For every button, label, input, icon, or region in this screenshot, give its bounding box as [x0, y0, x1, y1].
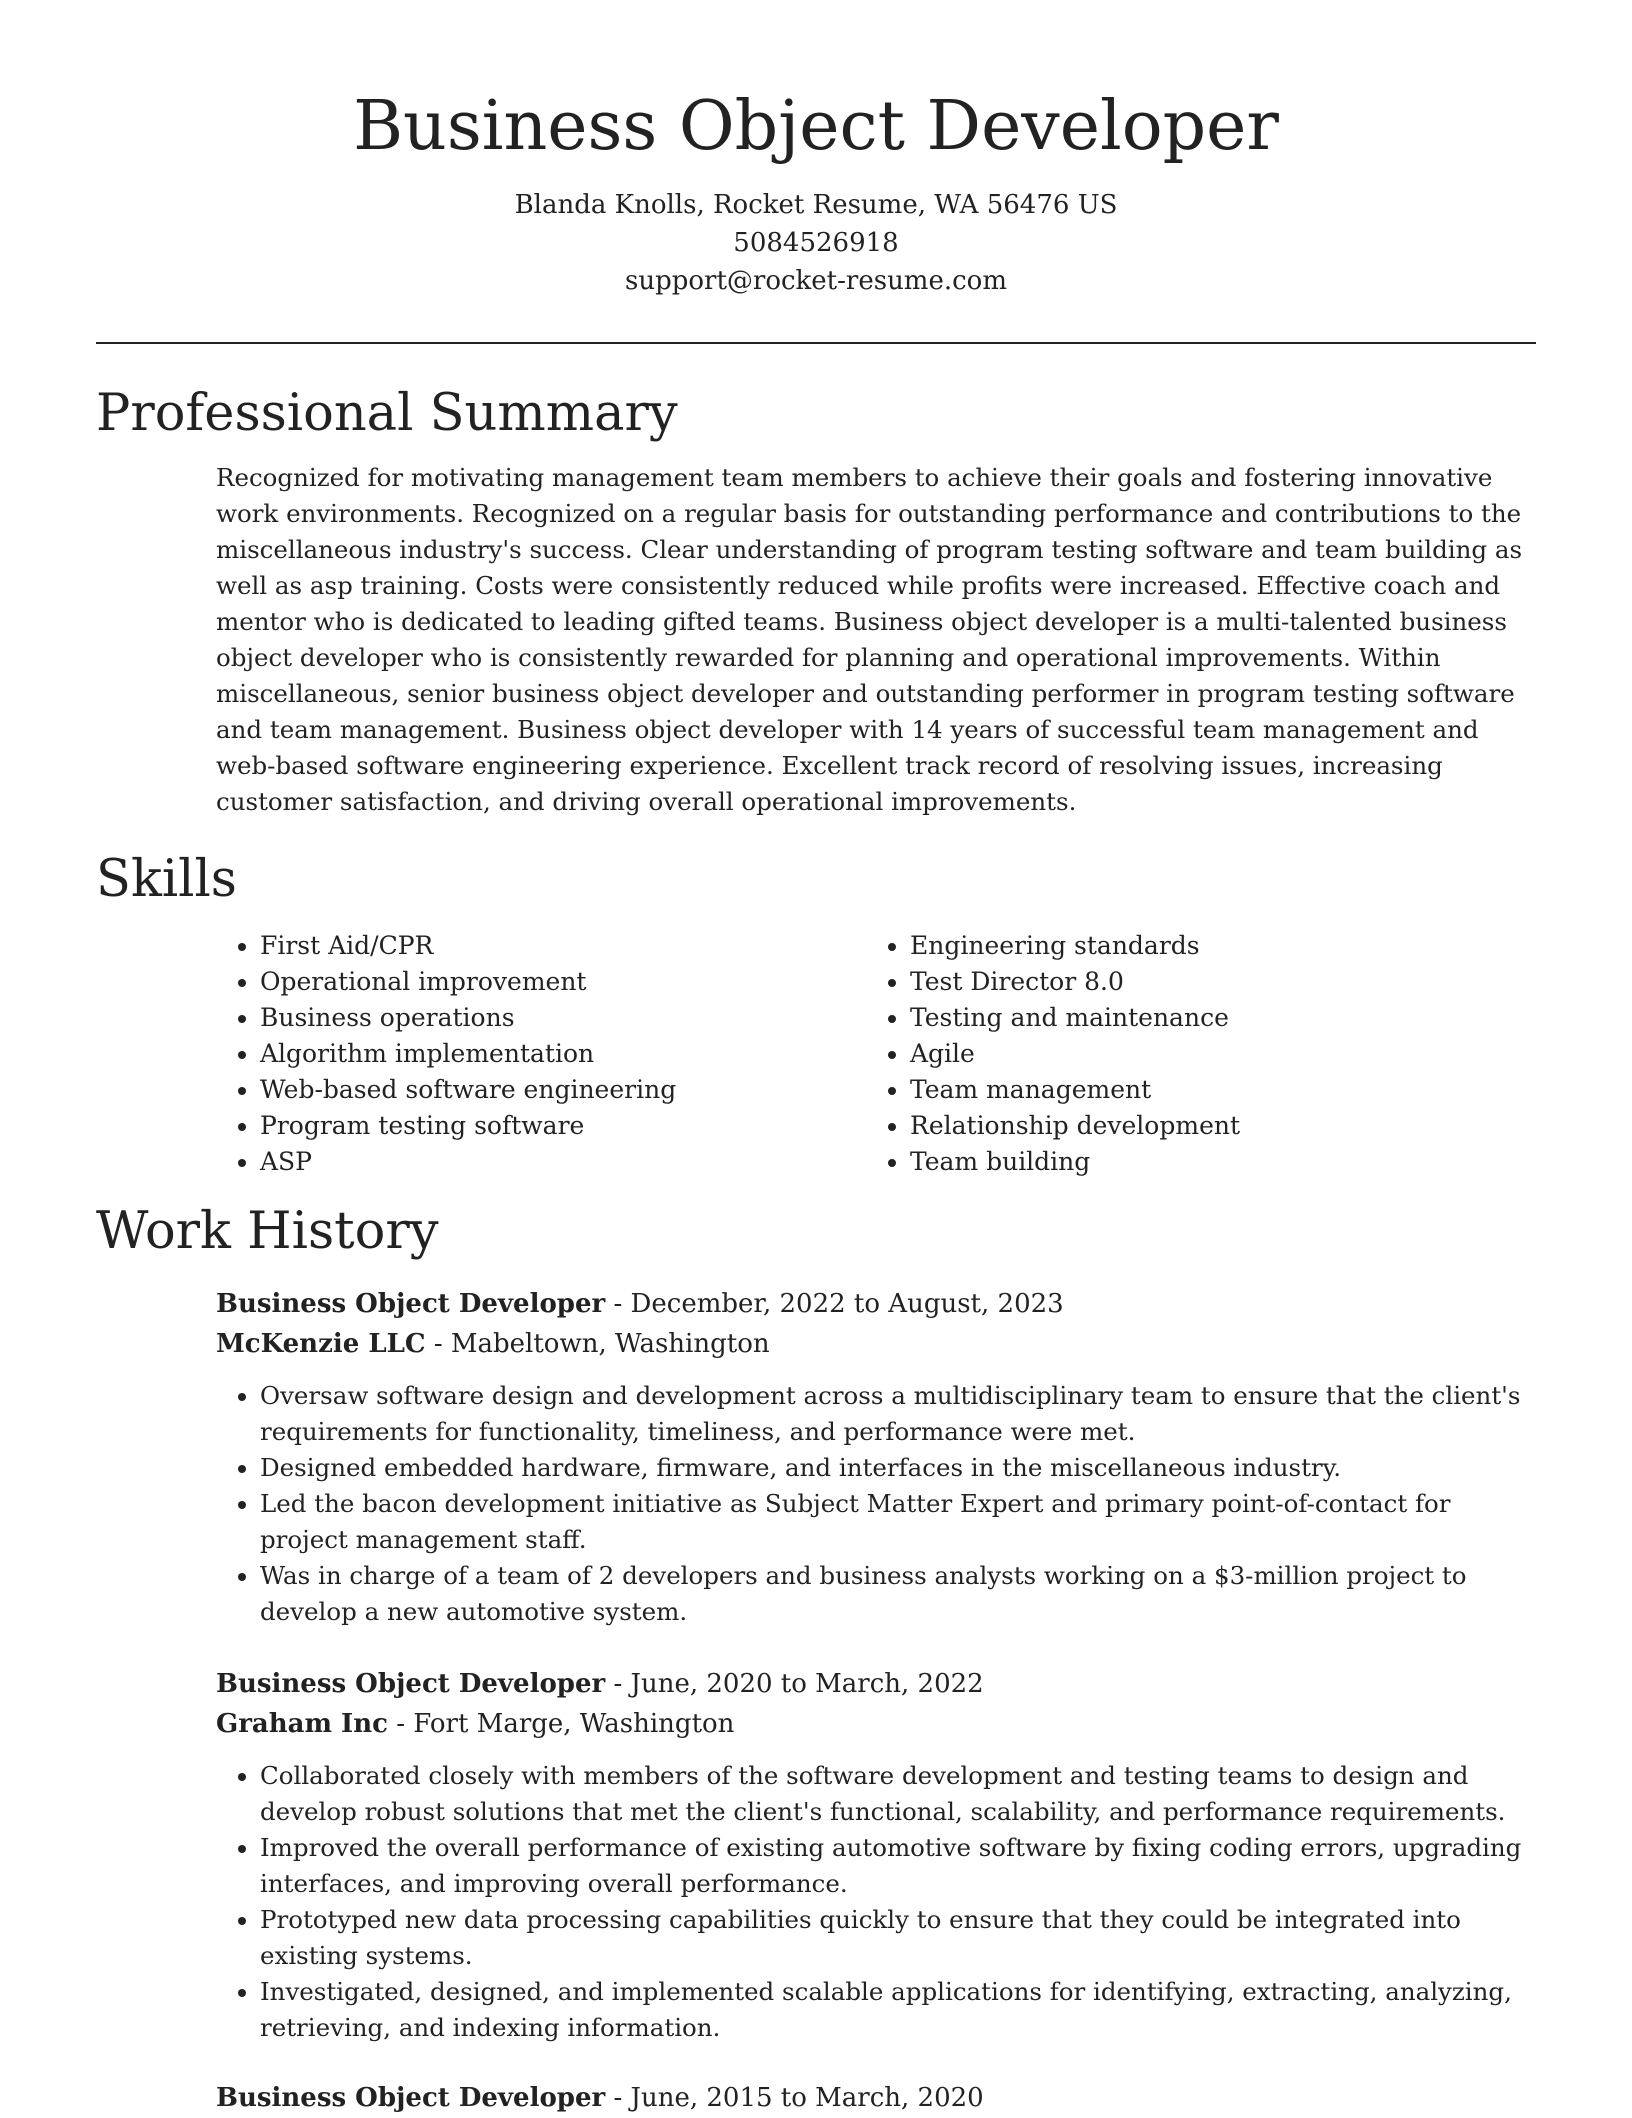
job-dates: - December, 2022 to August, 2023	[605, 1289, 1064, 1319]
job-role: Business Object Developer	[216, 1669, 606, 1699]
skill-item: • Team building	[910, 1144, 1516, 1180]
job-location: - Mabeltown, Washington	[425, 1329, 770, 1359]
section-title-summary: Professional Summary	[96, 384, 678, 443]
job-entry	[216, 1284, 1536, 1630]
job-bullet: • Investigated, designed, and implemented scalable applications for identifying, extracting, analyzing, retrieving, and indexing information.	[260, 1974, 1536, 2046]
skill-item: • Testing and maintenance	[910, 1000, 1516, 1036]
job-role: Business Object Developer	[216, 2083, 606, 2113]
skill-item: • Program testing software	[260, 1108, 866, 1144]
skill-item: • Business operations	[260, 1000, 866, 1036]
skills-list	[216, 928, 1536, 1180]
job-bullets	[216, 1378, 1536, 1630]
job-bullet: • Prototyped new data processing capabilities quickly to ensure that they could be integrated into existing systems.	[260, 1902, 1536, 1974]
skill-item: • Engineering standards	[910, 928, 1516, 964]
job-bullet: • Improved the overall performance of existing automotive software by fixing coding errors, upgrading interfaces, and improving overall performance.	[260, 1830, 1536, 1902]
job-location: - Fort Marge, Washington	[387, 1709, 735, 1739]
resume-name: Business Object Developer	[353, 87, 1279, 166]
job-title-line	[216, 1664, 1536, 1704]
resume-header	[0, 0, 1632, 300]
contact-address: Blanda Knolls, Rocket Resume, WA 56476 US	[514, 190, 1118, 220]
job-entry	[216, 1664, 1536, 2046]
job-role: Business Object Developer	[216, 1289, 606, 1319]
skill-item: • Test Director 8.0	[910, 964, 1516, 1000]
skill-item: • Agile	[910, 1036, 1516, 1072]
section-title-skills: Skills	[96, 850, 237, 909]
job-company-line	[216, 1324, 1536, 1364]
job-title-line	[216, 1284, 1536, 1324]
skill-item: • Operational improvement	[260, 964, 866, 1000]
job-bullet: • Was in charge of a team of 2 developers and business analysts working on a $3-million project to develop a new automotive system.	[260, 1558, 1536, 1630]
job-bullets	[216, 1758, 1536, 2046]
skill-item: • Team management	[910, 1072, 1516, 1108]
contact-email: support@rocket-resume.com	[624, 266, 1007, 296]
job-company: Graham Inc	[216, 1709, 388, 1739]
summary-text: Recognized for motivating management team members to achieve their goals and fostering innovative work environments. Recognized on a regular basis for outstanding performance and contributions to the miscellaneous industry's success. Clear understanding of program testing software and team building as well as asp training. Costs were consistently reduced while profits were increased. Effective coach and mentor who is dedicated to leading gifted teams. Business object developer is a multi-talented business object developer who is consistently rewarded for planning and operational improvements. Within miscellaneous, senior business object developer and outstanding performer in program testing software and team management. Business object developer with 14 years of successful team management and web-based software engineering experience. Excellent track record of resolving issues, increasing customer satisfaction, and driving overall operational improvements.	[216, 463, 1523, 816]
header-divider	[96, 342, 1536, 344]
skill-item: • First Aid/CPR	[260, 928, 866, 964]
job-title-line	[216, 2078, 1536, 2118]
job-bullet: • Designed embedded hardware, firmware, and interfaces in the miscellaneous industry.	[260, 1450, 1536, 1486]
contact-info	[0, 186, 1632, 300]
job-entry	[216, 2078, 1536, 2118]
job-bullet: • Collaborated closely with members of the software development and testing teams to design and develop robust solutions that met the client's functional, scalability, and performance requirements.	[260, 1758, 1536, 1830]
job-company: McKenzie LLC	[216, 1329, 426, 1359]
skills-column-left	[216, 928, 866, 1180]
job-dates: - June, 2015 to March, 2020	[605, 2083, 984, 2113]
section-title-work-history: Work History	[96, 1202, 439, 1261]
skill-item: • Algorithm implementation	[260, 1036, 866, 1072]
job-bullet: • Oversaw software design and development across a multidisciplinary team to ensure that the client's requirements for functionality, timeliness, and performance were met.	[260, 1378, 1536, 1450]
contact-phone: 5084526918	[733, 228, 899, 258]
skill-item: • ASP	[260, 1144, 866, 1180]
skill-item: • Relationship development	[910, 1108, 1516, 1144]
job-company-line	[216, 1704, 1536, 1744]
job-bullet: • Led the bacon development initiative as Subject Matter Expert and primary point-of-contact for project management staff.	[260, 1486, 1536, 1558]
skill-item: • Web-based software engineering	[260, 1072, 866, 1108]
skills-column-right	[866, 928, 1516, 1180]
job-dates: - June, 2020 to March, 2022	[605, 1669, 984, 1699]
